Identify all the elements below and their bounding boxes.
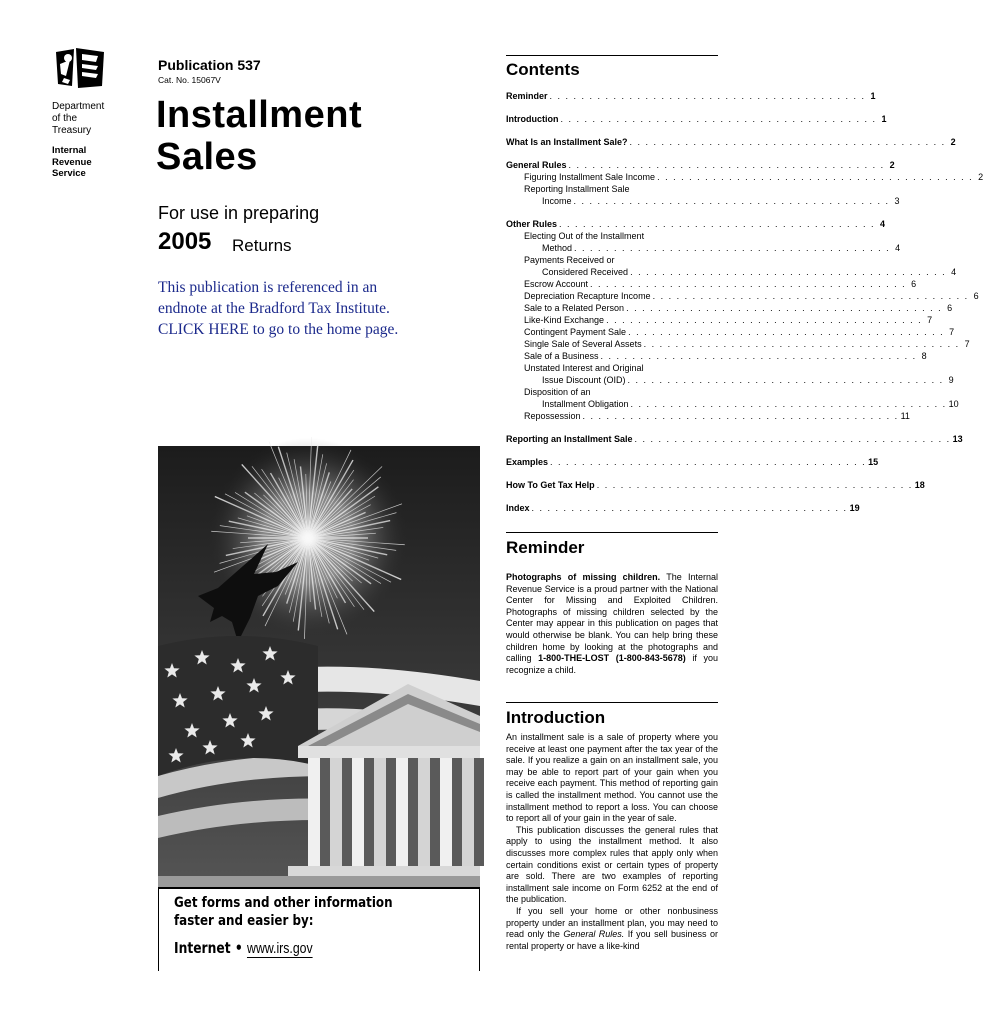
toc-entry[interactable]: [506, 350, 927, 362]
toc-entry-label: Repossession: [524, 411, 581, 421]
toc-entry-label: Sale to a Related Person: [524, 303, 625, 313]
irs-eagle-logo-icon: [52, 46, 107, 90]
toc-leader-dots: . . . . . . . . . . . . . . . . . . . . . . . . . . . . . . . . . . . . . . . .: [643, 339, 960, 349]
toc-entry-page: 6: [947, 303, 953, 313]
toc-entry[interactable]: [506, 278, 917, 290]
publication-number: Publication 537: [158, 57, 261, 73]
toc-entry-page: 4: [951, 267, 957, 277]
toc-entry-label: Income: [542, 196, 572, 206]
intro-paragraph-1: An installment sale is a sale of property where you receive at least one payment after the tax year of the sale. If you realize a gain on an installment sale, you may be able to report part of your gain when you receive each payment. This method of reporting gain is called the installment method. You cannot use the installment method to report a loss. You can choose to report all of your gain in the year of sale.: [506, 732, 718, 824]
toc-entry-label: Contingent Payment Sale: [524, 327, 627, 337]
endnote-link-suffix: to go to the home page.: [248, 321, 399, 338]
toc-entry-label: Issue Discount (OID): [542, 375, 626, 385]
toc-leader-dots: . . . . . . . . . . . . . . . . . . . . . . . . . . . . . . . . . . . . . . . .: [630, 267, 947, 277]
reminder-top-rule: [506, 532, 718, 533]
toc-entry-label: Payments Received or: [524, 255, 615, 265]
toc-entry[interactable]: [506, 183, 718, 195]
toc-entry[interactable]: [506, 218, 886, 230]
contents-top-rule: [506, 55, 718, 56]
promo-line-1: Get forms and other information: [174, 895, 393, 911]
toc-entry-page: 6: [911, 279, 917, 289]
bullet-icon: •: [234, 939, 243, 957]
toc-spacer: [506, 125, 718, 136]
endnote-line: [158, 319, 428, 340]
toc-leader-dots: . . . . . . . . . . . . . . . . . . . . . . . . . . . . . . . . . . . . . . . .: [652, 291, 969, 301]
toc-leader-dots: . . . . . . . . . . . . . . . . . . . . . . . . . . . . . . . . . . . . . . . .: [630, 399, 947, 409]
toc-entry-page: 4: [880, 219, 886, 229]
toc-entry[interactable]: [506, 113, 887, 125]
toc-entry[interactable]: [506, 386, 718, 398]
toc-entry-page: 6: [973, 291, 979, 301]
department-line: Treasury: [52, 125, 92, 136]
returns-label: Returns: [232, 236, 292, 255]
toc-entry-label: Other Rules: [506, 219, 558, 229]
toc-entry-page: 19: [849, 503, 860, 513]
toc-entry-label: Considered Received: [542, 267, 629, 277]
toc-leader-dots: . . . . . . . . . . . . . . . . . . . . . . . . . . . . . . . . . . . . . . . .: [634, 434, 951, 444]
irs-line: Internal: [52, 145, 87, 156]
toc-leader-dots: . . . . . . . . . . . . . . . . . . . . . . . . . . . . . . . . . . . . . . . .: [550, 457, 867, 467]
toc-entry-label: Sale of a Business: [524, 351, 599, 361]
toc-entry[interactable]: [506, 314, 933, 326]
endnote-line: endnote at the Bradford Tax Institute.: [158, 300, 390, 317]
tax-year: 2005: [158, 228, 212, 255]
bradford-endnote: [158, 277, 428, 340]
toc-leader-dots: . . . . . . . . . . . . . . . . . . . . . . . . . . . . . . . . . . . . . . . .: [560, 114, 877, 124]
toc-entry-page: 7: [964, 339, 970, 349]
toc-entry-page: 9: [948, 375, 954, 385]
toc-spacer: [506, 422, 718, 433]
toc-entry-page: 2: [978, 172, 983, 182]
toc-entry-page: 1: [870, 91, 876, 101]
department-line: of the: [52, 113, 78, 124]
toc-spacer: [506, 148, 718, 159]
toc-entry-label: Index: [506, 503, 530, 513]
toc-entry[interactable]: [506, 456, 879, 468]
toc-leader-dots: . . . . . . . . . . . . . . . . . . . . . . . . . . . . . . . . . . . . . . . .: [549, 91, 866, 101]
introduction-top-rule: [506, 702, 718, 703]
promo-internet-line: [174, 939, 313, 957]
introduction-body: [506, 732, 718, 952]
toc-entry-label: Introduction: [506, 114, 559, 124]
toc-entry-page: 4: [895, 243, 901, 253]
irs-line: Revenue: [52, 156, 92, 168]
toc-entry-label: Reminder: [506, 91, 548, 101]
toc-entry[interactable]: [506, 479, 925, 491]
toc-entry-page: 13: [952, 434, 963, 444]
toc-entry[interactable]: [506, 230, 718, 242]
toc-entry[interactable]: [506, 410, 910, 422]
hotline-name: 1-800-THE-LOST: [538, 653, 610, 664]
toc-entry-label: Escrow Account: [524, 279, 589, 289]
toc-entry-label: Reporting an Installment Sale: [506, 434, 633, 444]
toc-leader-dots: . . . . . . . . . . . . . . . . . . . . . . . . . . . . . . . . . . . . . . . .: [568, 160, 885, 170]
toc-entry[interactable]: [506, 266, 957, 278]
toc-entry[interactable]: [506, 290, 979, 302]
toc-leader-dots: . . . . . . . . . . . . . . . . . . . . . . . . . . . . . . . . . . . . . . . .: [582, 411, 899, 421]
toc-entry[interactable]: [506, 338, 970, 350]
toc-leader-dots: . . . . . . . . . . . . . . . . . . . . . . . . . . . . . . . . . . . . . . . .: [531, 503, 848, 513]
toc-entry-label: Electing Out of the Installment: [524, 231, 645, 241]
toc-entry-page: 8: [921, 351, 927, 361]
toc-entry[interactable]: [506, 136, 956, 148]
toc-leader-dots: . . . . . . . . . . . . . . . . . . . . . . . . . . . . . . . . . . . . . . . .: [574, 243, 891, 253]
toc-entry-label: Reporting Installment Sale: [524, 184, 630, 194]
reminder-paragraph: [506, 572, 718, 676]
toc-entry[interactable]: [506, 326, 955, 338]
toc-leader-dots: . . . . . . . . . . . . . . . . . . . . . . . . . . . . . . . . . . . . . . . .: [629, 137, 946, 147]
reminder-text-end: if you recognize a child.: [506, 653, 719, 675]
toc-entry[interactable]: [506, 171, 983, 183]
irs-website-link[interactable]: www.irs.gov: [247, 940, 313, 957]
toc-entry-label: Depreciation Recapture Income: [524, 291, 651, 301]
intro-p3-text-end: If you sell business or rental property or have a like-kind: [506, 929, 718, 951]
toc-spacer: [506, 102, 718, 113]
toc-entry-label: Disposition of an: [524, 387, 591, 397]
toc-leader-dots: . . . . . . . . . . . . . . . . . . . . . . . . . . . . . . . . . . . . . . . .: [657, 172, 974, 182]
toc-spacer: [506, 468, 718, 479]
toc-entry-label: How To Get Tax Help: [506, 480, 595, 490]
toc-entry-page: 11: [900, 411, 910, 421]
toc-leader-dots: . . . . . . . . . . . . . . . . . . . . . . . . . . . . . . . . . . . . . . . .: [626, 303, 943, 313]
toc-leader-dots: . . . . . . . . . . . . . . . . . . . . . . . . . . . . . . . . . . . . . . . .: [590, 279, 907, 289]
toc-leader-dots: . . . . . . . . . . . . . . . . . . . . . . . . . . . . . . . . . . . . . . . .: [628, 327, 945, 337]
toc-entry-page: 2: [950, 137, 956, 147]
toc-entry-page: 1: [881, 114, 887, 124]
intro-p3-emphasis: General Rules.: [563, 929, 625, 940]
introduction-heading: Introduction: [506, 708, 606, 727]
toc-leader-dots: . . . . . . . . . . . . . . . . . . . . . . . . . . . . . . . . . . . . . . . .: [596, 480, 913, 490]
reminder-heading: Reminder: [506, 538, 585, 557]
toc-leader-dots: . . . . . . . . . . . . . . . . . . . . . . . . . . . . . . . . . . . . . . . .: [627, 375, 944, 385]
internet-label: Internet: [174, 939, 231, 957]
home-page-link[interactable]: CLICK HERE: [158, 321, 249, 338]
department-line: Department: [52, 101, 105, 112]
department-name: [52, 101, 142, 137]
toc-entry[interactable]: [506, 362, 718, 374]
toc-entry[interactable]: [506, 302, 953, 314]
toc-entry-label: General Rules: [506, 160, 567, 170]
irs-name: [52, 145, 142, 180]
toc-entry-page: 7: [949, 327, 955, 337]
toc-entry[interactable]: [506, 159, 895, 171]
promo-box: [158, 887, 480, 971]
toc-entry[interactable]: [506, 502, 860, 514]
endnote-line: This publication is referenced in an: [158, 279, 378, 296]
contents-heading: Contents: [506, 60, 580, 79]
toc-leader-dots: . . . . . . . . . . . . . . . . . . . . . . . . . . . . . . . . . . . . . . . .: [600, 351, 917, 361]
toc-spacer: [506, 491, 718, 502]
toc-entry-label: What Is an Installment Sale?: [506, 137, 628, 147]
promo-line-2: faster and easier by:: [174, 913, 314, 929]
toc-entry-label: Unstated Interest and Original: [524, 363, 644, 373]
table-of-contents: [506, 90, 983, 514]
catalog-number: Cat. No. 15067V: [158, 75, 221, 85]
toc-entry-label: Examples: [506, 457, 549, 467]
intro-paragraph-3: [506, 906, 718, 952]
intro-p3-text: If you sell your home or other nonbusiness property under an installment plan, you may need to read only the: [506, 905, 718, 940]
toc-leader-dots: . . . . . . . . . . . . . . . . . . . . . . . . . . . . . . . . . . . . . . . .: [606, 315, 923, 325]
toc-entry-page: 18: [914, 480, 925, 490]
toc-spacer: [506, 445, 718, 456]
toc-entry-label: Installment Obligation: [542, 399, 629, 409]
toc-leader-dots: . . . . . . . . . . . . . . . . . . . . . . . . . . . . . . . . . . . . . . . .: [573, 196, 890, 206]
toc-spacer: [506, 207, 718, 218]
reminder-text: The Internal Revenue Service is a proud partner with the National Center for Missing and Exploited Children. Photographs of missing children selected by the Center may appear in this publication on pages that would otherwise be blank. You can help bring these children home by looking at the photographs and calling: [506, 572, 718, 664]
toc-entry-label: Like-Kind Exchange: [524, 315, 605, 325]
toc-entry-page: 3: [894, 196, 900, 206]
agency-block: [52, 101, 142, 180]
toc-entry[interactable]: [506, 433, 963, 445]
toc-entry-label: Single Sale of Several Assets: [524, 339, 642, 349]
for-use-in-label: For use in preparing: [158, 203, 320, 223]
cover-image: [158, 446, 480, 887]
toc-entry-page: 10: [948, 399, 959, 409]
toc-entry-page: 7: [927, 315, 933, 325]
toc-entry[interactable]: [506, 374, 954, 386]
toc-entry-label: Method: [542, 243, 573, 253]
toc-entry-label: Figuring Installment Sale Income: [524, 172, 656, 182]
reminder-lead: Photographs of missing children.: [506, 572, 661, 582]
toc-entry[interactable]: [506, 90, 876, 102]
toc-entry[interactable]: [506, 254, 718, 266]
page-title-line-2: Sales: [156, 136, 258, 178]
toc-leader-dots: . . . . . . . . . . . . . . . . . . . . . . . . . . . . . . . . . . . . . . . .: [559, 219, 876, 229]
intro-paragraph-2: This publication discusses the general rules that apply to using the installment method. It also discusses more complex rules that apply only when certain conditions exist or certain types of property are sold. There are two examples of reporting installment sale income on Form 6252 at the end of the publication.: [506, 824, 718, 905]
page-title-line-1: Installment: [156, 94, 363, 136]
toc-entry-page: 2: [889, 160, 895, 170]
toc-entry[interactable]: [506, 398, 959, 410]
hotline-number: (1-800-843-5678): [615, 653, 686, 664]
toc-entry[interactable]: [506, 242, 901, 254]
toc-entry-page: 15: [868, 457, 879, 467]
irs-line: Service: [52, 168, 86, 179]
toc-entry[interactable]: [506, 195, 900, 207]
